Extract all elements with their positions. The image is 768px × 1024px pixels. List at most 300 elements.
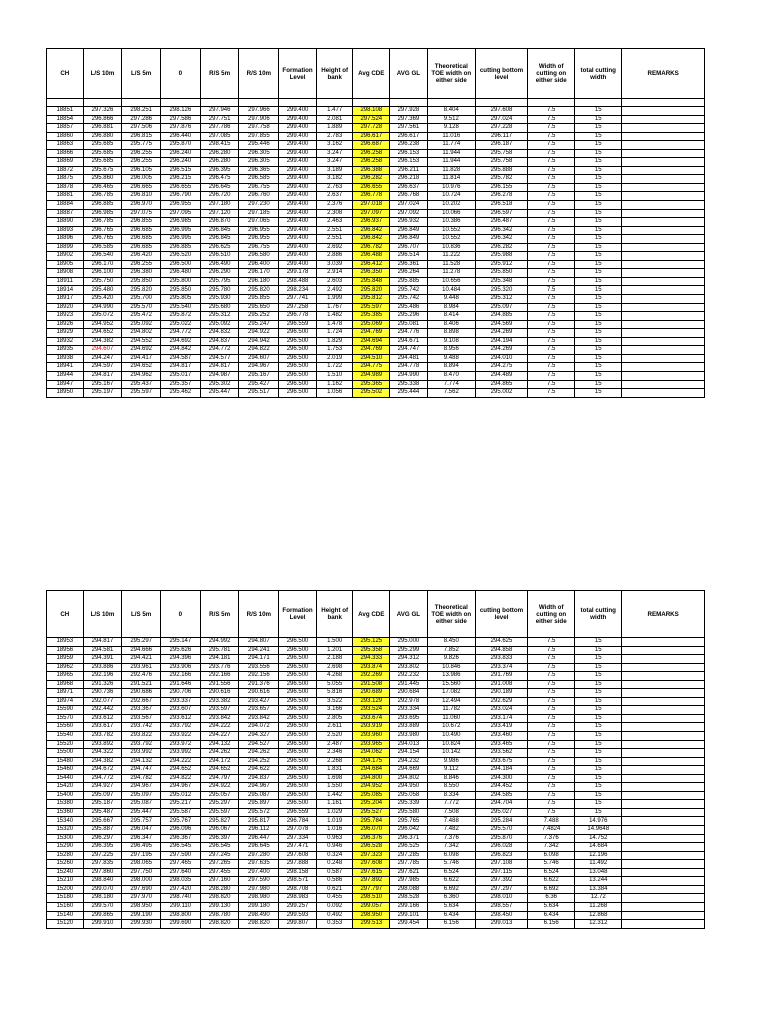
table-cell: 290.616 [239,689,279,698]
table-cell: 8.470 [427,371,475,380]
table-cell: 18911 [47,277,84,286]
table-cell: 296.380 [122,269,161,278]
table-cell [622,132,705,141]
table-cell: 296.420 [122,252,161,261]
table-cell: 0.946 [316,843,353,852]
table-row [47,740,705,749]
table-cell: 294.013 [390,740,428,749]
table-cell: 297.970 [122,894,161,903]
table-cell: 7.5 [528,774,575,783]
table-cell: 10.484 [427,286,475,295]
table-cell: 18971 [47,689,84,698]
table-cell: 296.655 [161,183,201,192]
table-cell: 297.728 [353,124,390,133]
table-cell: 0.963 [316,834,353,843]
table-cell: 15340 [47,817,84,826]
table-cell: 295.057 [200,791,239,800]
table-cell: 296.067 [200,826,239,835]
table-cell: 299.013 [475,920,527,929]
table-cell: 0.587 [316,868,353,877]
table-cell: 296.395 [83,843,122,852]
table-cell: 10.066 [427,209,475,218]
table-row [47,183,705,192]
table-cell: 295.784 [353,817,390,826]
table-cell: 7.5 [528,766,575,775]
table-cell: 296.881 [83,124,122,133]
table-row [47,389,705,398]
table-cell: 294.817 [83,371,122,380]
table-cell: 296.559 [279,808,317,817]
table-cell: 15290 [47,843,84,852]
table-cell: 15240 [47,868,84,877]
table-cell: 18878 [47,183,84,192]
header-row [47,49,705,99]
table-cell [622,269,705,278]
table-cell: 15300 [47,834,84,843]
table-cell: 292.232 [390,672,428,681]
table-cell: 10.824 [427,740,475,749]
table-cell: 294.312 [390,655,428,664]
table-cell: 293.802 [390,663,428,672]
table-cell: 295.312 [200,312,239,321]
table-cell: 295.897 [239,800,279,809]
table-cell: 0.324 [316,851,353,860]
table-cell: 297.297 [475,885,527,894]
table-cell: 294.184 [475,766,527,775]
table-cell: 296.785 [83,218,122,227]
table-cell: 294.797 [200,774,239,783]
table-cell: 295.848 [353,277,390,286]
table-cell: 293.382 [200,697,239,706]
table-cell: 298.983 [279,894,317,903]
table-cell: 291.376 [239,680,279,689]
table-cell: 295.870 [161,141,201,150]
table-cell: 294.175 [353,757,390,766]
table-cell: 294.247 [83,354,122,363]
table-cell: 9.986 [427,757,475,766]
table-cell: 297.928 [390,107,428,116]
table-cell: 7.5 [528,183,575,192]
table-cell: 295.092 [200,320,239,329]
table-cell: 296.342 [475,235,527,244]
table-cell: 7.5 [528,132,575,141]
table-cell: 296.255 [122,158,161,167]
table-cell: 293.972 [161,740,201,749]
table-cell: 14.9648 [575,826,622,835]
table-cell: 296.637 [390,183,428,192]
table-cell: 15 [575,714,622,723]
table-row [47,286,705,295]
table-cell: 295.081 [390,320,428,329]
table-cell: 297.195 [122,851,161,860]
table-cell: 297.966 [239,107,279,116]
table-cell: 296.500 [279,337,317,346]
table-cell: 6.098 [427,851,475,860]
table-cell: 296.500 [279,680,317,689]
table-cell: 297.018 [353,201,390,210]
table-cell: 6.156 [427,920,475,929]
table-cell: 299.400 [279,252,317,261]
table-cell: 10.846 [427,663,475,672]
table-cell: 15 [575,774,622,783]
table-cell: 295.767 [161,817,201,826]
table-cell: 294.671 [390,337,428,346]
table-cell: 298.950 [353,911,390,920]
table-cell: 18893 [47,226,84,235]
table-cell: 295.502 [353,389,390,398]
column-header: 0 [161,591,201,638]
table-cell: 15 [575,132,622,141]
table-cell: 295.888 [475,166,527,175]
table-row [47,218,705,227]
table-row [47,714,705,723]
blank-cell [575,99,622,107]
table-cell: 2.783 [316,132,353,141]
table-cell: 291.445 [390,680,428,689]
table-cell: 7.5 [528,115,575,124]
table-row [47,749,705,758]
table-cell [622,740,705,749]
table-cell: 296.412 [353,260,390,269]
table-cell: 294.989 [353,371,390,380]
table-cell: 297.258 [279,303,317,312]
table-cell [622,158,705,167]
table-cell: 15 [575,706,622,715]
table-cell: 298.180 [83,894,122,903]
table-cell: 11.016 [427,132,475,141]
table-cell: 15 [575,149,622,158]
table-cell: 294.607 [83,346,122,355]
column-header: Formation Level [279,591,317,638]
table-cell: 294.132 [200,740,239,749]
table-cell: 15180 [47,894,84,903]
table-cell: 294.967 [122,783,161,792]
column-header: L/S 5m [122,591,161,638]
table-cell: 292.476 [122,672,161,681]
table-cell: 295.097 [122,791,161,800]
table-cell: 299.400 [279,132,317,141]
table-cell: 296.117 [475,132,527,141]
table-cell: 18944 [47,371,84,380]
table-cell: 297.245 [200,851,239,860]
table-cell: 295.072 [83,312,122,321]
table-cell: 7.5 [528,260,575,269]
table-cell: 297.228 [475,124,527,133]
table-cell: 296.105 [122,166,161,175]
table-cell: 296.258 [353,149,390,158]
table-cell: 15 [575,646,622,655]
table-cell: 15 [575,158,622,167]
table-cell: 296.845 [200,226,239,235]
table-cell: 295.365 [353,380,390,389]
table-cell: 295.012 [161,791,201,800]
table-cell: 295.027 [475,808,527,817]
table-cell: 7.5 [528,218,575,227]
table-cell: 294.194 [475,337,527,346]
table-cell: 15 [575,107,622,116]
table-cell: 7.5 [528,277,575,286]
table-cell: 15 [575,697,622,706]
table-cell: 9.512 [427,115,475,124]
table-cell: 296.765 [83,235,122,244]
table-cell: 299.513 [353,920,390,929]
table-cell: 295.587 [161,808,201,817]
table-cell: 295.850 [122,277,161,286]
table-cell: 294.510 [353,354,390,363]
table-cell: 299.400 [279,192,317,201]
table-cell: 18935 [47,346,84,355]
table-cell: 294.942 [239,337,279,346]
table-cell: 3.189 [316,166,353,175]
table-cell: 296.823 [475,851,527,860]
table-cell: 296.842 [353,235,390,244]
table-cell: 297.615 [353,868,390,877]
table-cell: 13.244 [575,877,622,886]
table-cell: 295.742 [390,286,428,295]
table-cell: 296.305 [239,149,279,158]
table-row [47,851,705,860]
table-cell [622,894,705,903]
table-cell: 297.835 [83,860,122,869]
table-cell: 297.185 [239,209,279,218]
table-cell: 297.506 [122,124,161,133]
table-cell [622,646,705,655]
table-cell: 298.065 [122,860,161,869]
table-cell: 7.5 [528,252,575,261]
table-row [47,757,705,766]
table-cell: 8.846 [427,774,475,783]
table-cell: 294.154 [390,749,428,758]
table-cell: 299.910 [83,920,122,929]
table-cell: 293.886 [83,663,122,672]
table-cell: 18914 [47,286,84,295]
table-cell: 294.652 [122,363,161,372]
table-body [47,99,705,398]
table-cell: 295.420 [83,295,122,304]
table-cell: 293.460 [475,732,527,741]
table-cell: 0.586 [316,877,353,886]
table-cell: 297.888 [279,860,317,869]
table-cell: 297.420 [161,885,201,894]
table-cell: 295.988 [475,252,527,261]
table-cell: 293.742 [122,723,161,732]
table-cell: 295.872 [161,312,201,321]
table-cell: 15 [575,783,622,792]
table-cell: 2.914 [316,269,353,278]
table-cell: 294.010 [475,354,527,363]
table-cell: 18890 [47,218,84,227]
table-cell: 295.472 [122,312,161,321]
table-cell: 7.5 [528,371,575,380]
table-cell: 7.5 [528,269,575,278]
table-cell: 1.482 [316,312,353,321]
table-cell: 295.597 [122,389,161,398]
table-cell: 299.400 [279,124,317,133]
table-cell: 295.357 [161,380,201,389]
table-cell: 295.930 [200,295,239,304]
table-cell: 296.397 [200,834,239,843]
table-cell: 296.525 [390,843,428,852]
table-cell: 295.597 [200,808,239,817]
table-cell: 10.724 [427,192,475,201]
table-cell: 299.130 [200,902,239,911]
table-cell: 295.850 [475,269,527,278]
table-cell: 1.478 [316,320,353,329]
table-cell: 297.608 [475,107,527,116]
table-cell: 7.5 [528,166,575,175]
table-cell: 297.075 [122,209,161,218]
table-cell: 296.500 [279,740,317,749]
table-cell: 11.828 [427,166,475,175]
table-cell: 18956 [47,646,84,655]
table-cell: 290.706 [161,689,201,698]
table-cell: 294.817 [83,638,122,647]
table-cell: 295.812 [353,295,390,304]
blank-cell [427,99,475,107]
table-cell: 297.024 [390,201,428,210]
table-cell: 7.508 [427,808,475,817]
table-cell [622,714,705,723]
table-cell: 291.326 [83,680,122,689]
table-cell: 296.395 [200,166,239,175]
table-cell: 294.527 [239,740,279,749]
table-cell: 294.300 [475,774,527,783]
table-cell: 295.097 [83,791,122,800]
table-cell: 1.753 [316,346,353,355]
table-cell: 296.028 [475,843,527,852]
table-cell: 294.782 [122,774,161,783]
table-cell: 297.065 [239,218,279,227]
table-cell: 11.814 [427,175,475,184]
table-cell: 8.898 [427,329,475,338]
table-cell: 299.807 [279,920,317,929]
table-cell: 294.990 [390,371,428,380]
table-cell: 296.500 [161,260,201,269]
table-cell: 295.297 [122,638,161,647]
table-cell: 7.5 [528,175,575,184]
table-cell: 295.097 [475,303,527,312]
table-cell: 296.870 [200,218,239,227]
table-cell: 12.72 [575,894,622,903]
table-cell: 293.792 [122,740,161,749]
table-cell: 294.333 [353,655,390,664]
table-cell: 296.580 [239,252,279,261]
table-cell: 296.047 [122,826,161,835]
table-cell: 296.995 [161,226,201,235]
table-cell: 296.645 [200,183,239,192]
table-cell [622,295,705,304]
table-cell [622,218,705,227]
table-cell: 296.885 [83,201,122,210]
table-cell: 294.585 [475,791,527,800]
table-cell: 295.855 [239,295,279,304]
table-cell: 296.255 [122,260,161,269]
table-cell: 296.170 [239,269,279,278]
table-cell: 2.698 [316,663,353,672]
table-cell: 299.865 [83,911,122,920]
table-cell: 297.230 [239,201,279,210]
table-cell: 7.5 [528,732,575,741]
table-cell: 295.437 [122,380,161,389]
table-cell: 295.685 [83,149,122,158]
table-cell: 18905 [47,260,84,269]
table-cell: 0.353 [316,920,353,929]
table-cell: 294.967 [239,363,279,372]
table-cell: 1.500 [316,638,353,647]
table-cell: 14.976 [575,817,622,826]
table-cell: 8.956 [427,346,475,355]
table-cell: 18851 [47,107,84,116]
table-row [47,115,705,124]
table-cell: 7.5 [528,389,575,398]
table-cell: 1.698 [316,774,353,783]
column-header: L/S 5m [122,49,161,99]
table-cell: 293.174 [475,714,527,723]
table-cell: 11.774 [427,141,475,150]
table-cell: 7.772 [427,800,475,809]
column-header: REMARKS [622,591,705,638]
table-row [47,655,705,664]
table-cell: 296.290 [200,269,239,278]
table-row [47,783,705,792]
table-row [47,201,705,210]
table-row [47,800,705,809]
table-cell: 13.048 [575,868,622,877]
table-cell: 294.817 [161,363,201,372]
table-cell: 294.322 [83,749,122,758]
table-cell: 294.382 [83,757,122,766]
table-cell: 293.833 [475,655,527,664]
table-cell: 9.128 [427,124,475,133]
table-cell: 295.775 [122,141,161,150]
table-cell: 295.087 [122,800,161,809]
table-cell: 296.849 [390,226,428,235]
table-cell: 294.222 [161,757,201,766]
table-cell: 292.442 [83,706,122,715]
table-cell: 2.019 [316,354,353,363]
table-cell: 293.337 [161,697,201,706]
table-cell: 294.769 [353,329,390,338]
table-cell: 295.820 [122,286,161,295]
table-cell [622,706,705,715]
table-row [47,860,705,869]
table-cell: 299.593 [279,911,317,920]
table-cell: 293.822 [122,732,161,741]
table-cell: 297.092 [390,209,428,218]
table-cell: 295.820 [353,286,390,295]
table-cell [622,363,705,372]
table-cell: 297.180 [200,201,239,210]
table-cell: 298.088 [390,885,428,894]
table-cell: 8.894 [427,363,475,372]
table-cell [622,277,705,286]
table-cell: 293.889 [390,723,428,732]
table-cell: 294.778 [390,363,428,372]
table-cell: 10.202 [427,201,475,210]
table-cell [622,757,705,766]
table-cell: 293.922 [161,732,201,741]
table-cell: 1.161 [316,800,353,809]
table-cell: 15.560 [427,680,475,689]
table-cell [622,260,705,269]
table-cell: 296.215 [161,175,201,184]
table-cell: 292.629 [475,697,527,706]
table-cell: 292.077 [83,697,122,706]
table-cell: 297.785 [390,860,428,869]
table-cell: 295.385 [353,312,390,321]
table-cell: 294.772 [200,346,239,355]
table-cell: 18923 [47,312,84,321]
